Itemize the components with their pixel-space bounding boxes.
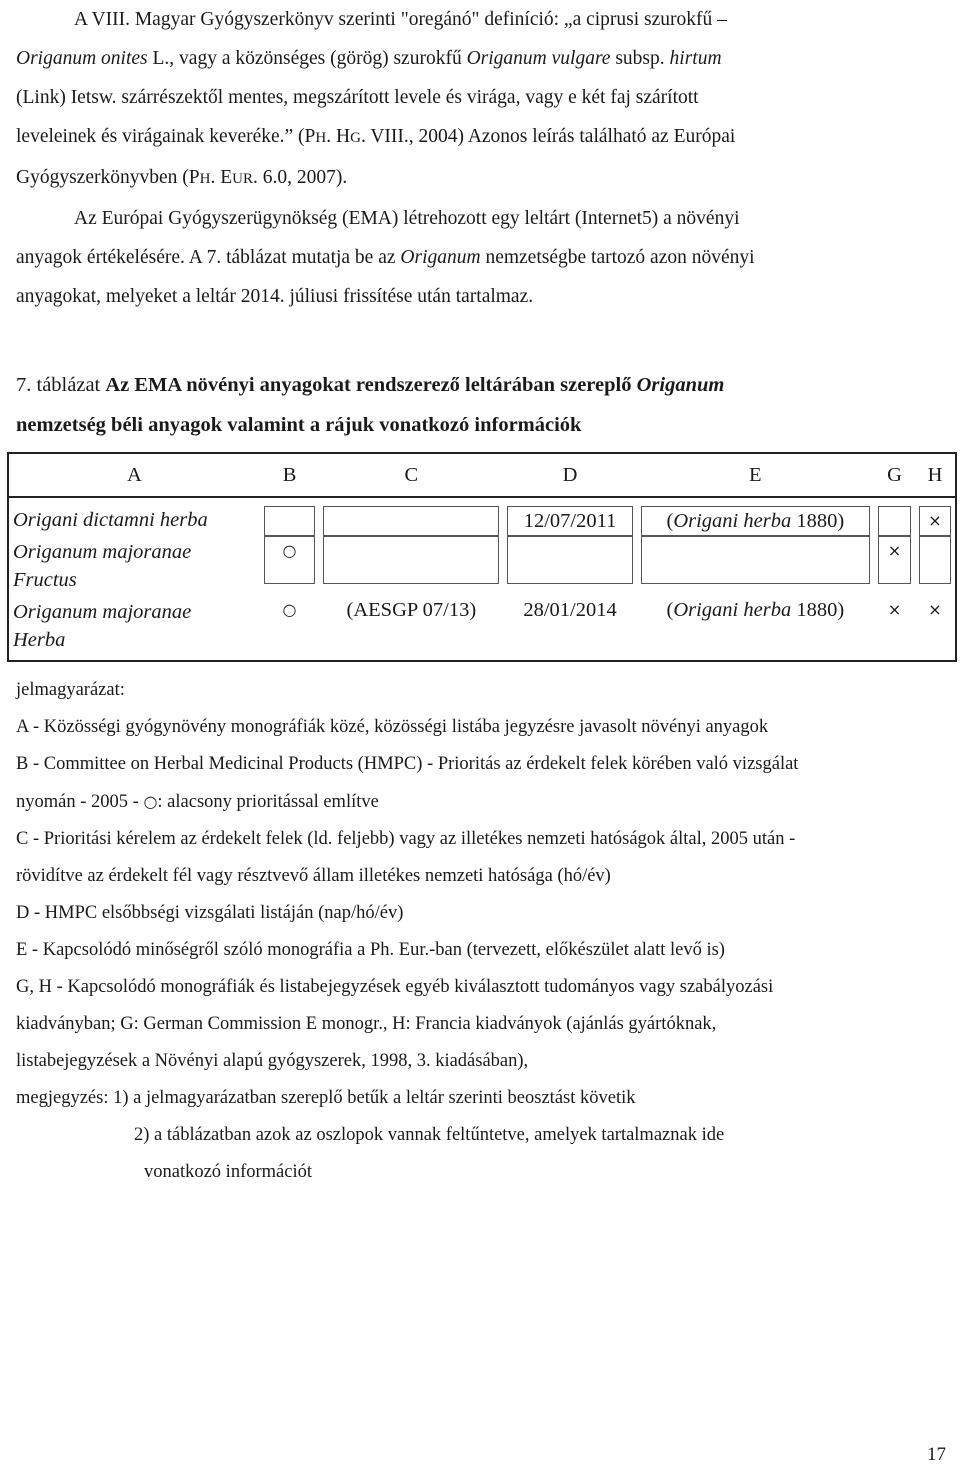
- circle-mark-icon: ○: [264, 536, 315, 584]
- ema-paragraph: Az Európai Gyógyszerügynökség (EMA) létrehozott egy leltárt (Internet5) a növényi anyagok értékelésére. A 7. táblázat mutatja be az Origanum nemzetségbe tartozó azon növényi anyagokat, melyeket a leltár 2014. júliusi frissítése után tartalmaz.: [16, 208, 755, 307]
- header-e: E: [637, 453, 875, 497]
- note-3: vonatkozó információt: [144, 1162, 312, 1182]
- circle-mark-icon: ○: [282, 600, 297, 619]
- cross-mark-icon: ×: [928, 600, 942, 619]
- header-g: G: [874, 453, 915, 497]
- note-1: megjegyzés: 1) a jelmagyarázatban szereplő betűk a leltár szerinti beosztást követik: [16, 1088, 636, 1108]
- header-a: A: [8, 453, 260, 497]
- legend-body: A - Közösségi gyógynövény monográfiák közé, közösségi listába jegyzésre javasolt növényi anyagok B - Committee on Herbal Medicinal Products (HMPC) - Prioritás az érdekelt felek körében való vizsgálat nyomán - 2005 - ○: alacsony prioritással említve C - Prioritási kérelem az érdekelt felek (ld. feljebb) vagy az illetékes nemzeti hatóságok által, 2005 után - rövidítve az érdekelt fél vagy résztvevő állam illetékes nemzeti hatósága (hó/év) D - HMPC elsőbbségi vizsgálati listáján (nap/hó/év) E - Kapcsolódó minőségről szóló monográfia a Ph. Eur.-ban (tervezett, előkészület alatt levő is) G, H - Kapcsolódó monográfiák és listabejegyzések egyéb kiválasztott tudományos vagy szabályozási kiadványban; G: German Commission E monogr., H: Francia kiadványok (ajánlás gyártóknak, listabejegyzések a Növényi alapú gyógyszerek, 1998, 3. kiadásában), megjegyzés: 1) a jelmagyarázatban szereplő betűk a leltár szerinti beosztást követik 2) a táblázatban azok az oszlopok vannak feltűntetve, amelyek tartalmaznak ide vonatkozó információt: [16, 709, 952, 1191]
- legend-gh: G, H - Kapcsolódó monográfiák és listabejegyzések egyéb kiválasztott tudományos vagy szabályozási: [16, 977, 774, 997]
- legend-c: C - Prioritási kérelem az érdekelt felek (ld. feljebb) vagy az illetékes nemzeti hatóságok által, 2005 után -: [16, 829, 796, 849]
- table-row: Origanum majoranae Fructus ○ ×: [8, 536, 956, 596]
- note-2: 2) a táblázatban azok az oszlopok vannak feltűntetve, amelyek tartalmaznak ide: [134, 1125, 725, 1145]
- legend-e: E - Kapcsolódó minőségről szóló monográfia a Ph. Eur.-ban (tervezett, előkészület alatt levő is): [16, 940, 725, 960]
- circle-mark-icon: ○: [143, 792, 158, 811]
- origanum-table: [7, 452, 957, 662]
- table-caption: 7. táblázat Az EMA növényi anyagokat rendszerező leltárában szereplő Origanum nemzetség béli anyagok valamint a rájuk vonatkozó információk: [16, 374, 725, 436]
- table-header-row: [8, 453, 956, 497]
- legend-d: D - HMPC elsőbbségi vizsgálati listáján (nap/hó/év): [16, 903, 404, 923]
- legend-a: A - Közösségi gyógynövény monográfiák közé, közösségi listába jegyzésre javasolt növényi anyagok: [16, 717, 769, 737]
- cross-mark-icon: ×: [878, 536, 911, 584]
- legend-b: B - Committee on Herbal Medicinal Products (HMPC) - Prioritás az érdekelt felek körében való vizsgálat: [16, 754, 799, 774]
- legend-heading: jelmagyarázat:: [16, 680, 125, 700]
- header-h: H: [915, 453, 956, 497]
- header-b: B: [260, 453, 319, 497]
- table-row: Origanum majoranae Herba ○ (AESGP 07/13) 28/01/2014 (Origani herba 1880) × ×: [8, 596, 956, 661]
- table-row: Origani dictamni herba 12/07/2011 (Origani herba 1880) ×: [8, 497, 956, 536]
- cross-mark-icon: ×: [919, 506, 951, 536]
- header-c: C: [319, 453, 503, 497]
- page-number: 17: [927, 1444, 946, 1465]
- cross-mark-icon: ×: [887, 600, 902, 619]
- intro-paragraph: A VIII. Magyar Gyógyszerkönyv szerinti "oregánó" definíció: „a ciprusi szurokfű – Origanum onites L., vagy a közönséges (görög) szurokfű Origanum vulgare subsp. hirtum (Link) Ietsw. szárrészektől mentes, megszárított levele és virága, vagy e két faj szárított leveleinek és virágainak keveréke.” (PH. HG. VIII., 2004) Azonos leírás található az Európai Gyógyszerkönyvben (PH. EUR. 6.0, 2007).: [16, 9, 736, 188]
- header-d: D: [503, 453, 636, 497]
